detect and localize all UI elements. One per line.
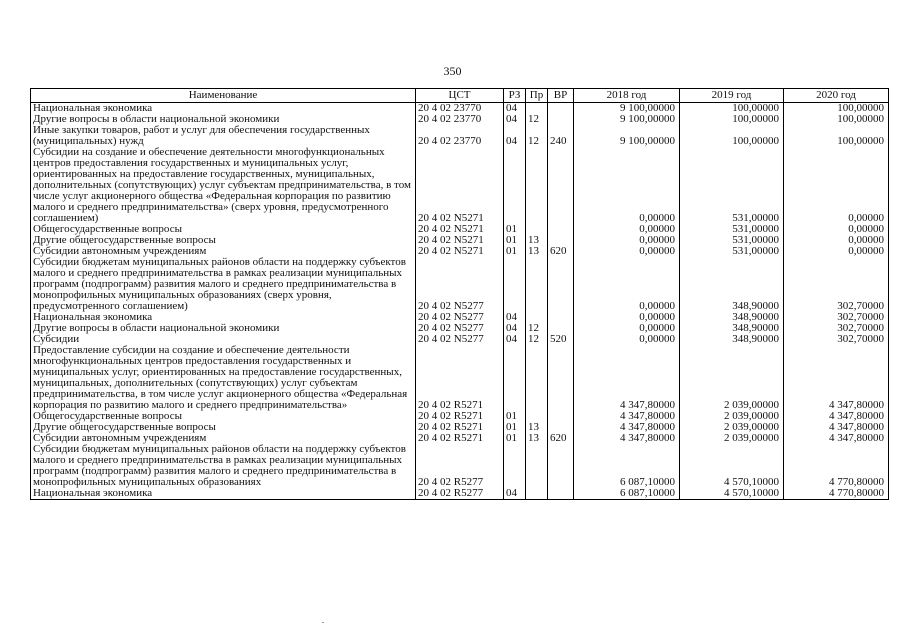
cell-2020: 100,00000	[784, 114, 889, 125]
cell-2018: 6 087,10000	[574, 444, 680, 488]
cell-2019: 2 039,00000	[680, 345, 784, 411]
cell-2020: 0,00000	[784, 147, 889, 224]
cell-cst: 20 4 02 R5271	[416, 345, 504, 411]
cell-2018: 9 100,00000	[574, 125, 680, 147]
cell-name: Общегосударственные вопросы	[31, 224, 416, 235]
cell-cst: 20 4 02 N5271	[416, 246, 504, 257]
budget-table	[30, 88, 889, 500]
header-name: Наименование	[31, 89, 416, 103]
cell-cst: 20 4 02 N5277	[416, 323, 504, 334]
cell-vr	[548, 411, 574, 422]
cell-cst: 20 4 02 N5277	[416, 312, 504, 323]
cell-2020: 0,00000	[784, 235, 889, 246]
cell-vr: 240	[548, 125, 574, 147]
cell-name: Национальная экономика	[31, 312, 416, 323]
cell-vr	[548, 345, 574, 411]
cell-cst: 20 4 02 R5271	[416, 411, 504, 422]
cell-name: Другие вопросы в области национальной экономики	[31, 323, 416, 334]
cell-cst: 20 4 02 23770	[416, 103, 504, 115]
cell-rz	[504, 345, 526, 411]
cell-name: Национальная экономика	[31, 103, 416, 115]
cell-2020: 100,00000	[784, 125, 889, 147]
cell-vr: 520	[548, 334, 574, 345]
cell-vr	[548, 114, 574, 125]
cell-pr	[526, 147, 548, 224]
cell-pr: 12	[526, 114, 548, 125]
cell-2019: 531,00000	[680, 147, 784, 224]
table-body	[31, 103, 889, 500]
cell-rz	[504, 444, 526, 488]
cell-2020: 302,70000	[784, 334, 889, 345]
cell-2018: 4 347,80000	[574, 345, 680, 411]
cell-2019: 100,00000	[680, 114, 784, 125]
cell-2020: 4 347,80000	[784, 411, 889, 422]
cell-name: Другие общегосударственные вопросы	[31, 235, 416, 246]
table-row	[31, 345, 889, 411]
cell-name: Иные закупки товаров, работ и услуг для обеспечения государственных (муниципальных) нужд	[31, 125, 416, 147]
cell-2018: 0,00000	[574, 323, 680, 334]
cell-cst: 20 4 02 R5271	[416, 422, 504, 433]
cell-2018: 0,00000	[574, 246, 680, 257]
cell-rz	[504, 257, 526, 312]
cell-name: Предоставление субсидии на создание и обеспечение деятельности многофункциональных центров предоставления государственных и муниципальных услуг, ориентированных на предоставление государственных, муниципальных, дополнительных (сопутствующих) услуг субъектам предпринимательства, в том числе услуг акционерного общества «Федеральная корпорация по развитию малого и среднего предпринимательства»	[31, 345, 416, 411]
cell-pr: 12	[526, 323, 548, 334]
cell-2020: 4 347,80000	[784, 422, 889, 433]
header-2019: 2019 год	[680, 89, 784, 103]
header-2018: 2018 год	[574, 89, 680, 103]
cell-2020: 302,70000	[784, 323, 889, 334]
cell-2020: 4 770,80000	[784, 444, 889, 488]
header-vr: ВР	[548, 89, 574, 103]
cell-rz: 01	[504, 235, 526, 246]
cell-vr	[548, 444, 574, 488]
table-row	[31, 488, 889, 500]
cell-2019: 100,00000	[680, 125, 784, 147]
cell-2019: 4 570,10000	[680, 488, 784, 500]
cell-pr	[526, 488, 548, 500]
cell-2018: 0,00000	[574, 334, 680, 345]
page-number: 350	[443, 64, 462, 78]
cell-cst: 20 4 02 N5271	[416, 235, 504, 246]
cell-2018: 4 347,80000	[574, 411, 680, 422]
cell-name: Субсидии автономным учреждениям	[31, 433, 416, 444]
cell-2019: 100,00000	[680, 103, 784, 115]
cell-cst: 20 4 02 N5271	[416, 224, 504, 235]
cell-pr: 12	[526, 125, 548, 147]
cell-rz	[504, 147, 526, 224]
cell-2019: 2 039,00000	[680, 433, 784, 444]
cell-2020: 4 347,80000	[784, 345, 889, 411]
cell-2019: 348,90000	[680, 257, 784, 312]
cell-pr: 13	[526, 246, 548, 257]
cell-2018: 4 347,80000	[574, 422, 680, 433]
cell-vr	[548, 312, 574, 323]
cell-2019: 348,90000	[680, 334, 784, 345]
cell-cst: 20 4 02 R5277	[416, 444, 504, 488]
cell-2018: 0,00000	[574, 257, 680, 312]
cell-cst: 20 4 02 23770	[416, 125, 504, 147]
cell-rz: 01	[504, 224, 526, 235]
cell-rz: 04	[504, 312, 526, 323]
cell-vr	[548, 488, 574, 500]
cell-2019: 531,00000	[680, 224, 784, 235]
cell-cst: 20 4 02 N5277	[416, 257, 504, 312]
cell-cst: 20 4 02 R5271	[416, 433, 504, 444]
cell-name: Общегосударственные вопросы	[31, 411, 416, 422]
cell-2018: 4 347,80000	[574, 433, 680, 444]
cell-pr	[526, 345, 548, 411]
cell-2018: 0,00000	[574, 312, 680, 323]
cell-2019: 348,90000	[680, 312, 784, 323]
cell-2020: 302,70000	[784, 312, 889, 323]
cell-name: Субсидии	[31, 334, 416, 345]
cell-2019: 2 039,00000	[680, 411, 784, 422]
cell-vr	[548, 103, 574, 115]
cell-2018: 0,00000	[574, 224, 680, 235]
cell-2020: 0,00000	[784, 246, 889, 257]
cell-2019: 531,00000	[680, 235, 784, 246]
cell-2018: 9 100,00000	[574, 114, 680, 125]
cell-rz: 01	[504, 433, 526, 444]
table-row	[31, 125, 889, 147]
cell-rz: 01	[504, 411, 526, 422]
header-pr: Пр	[526, 89, 548, 103]
cell-2018: 0,00000	[574, 147, 680, 224]
cell-rz: 04	[504, 125, 526, 147]
cell-pr: 13	[526, 422, 548, 433]
scan-mark	[322, 622, 324, 623]
header-cst: ЦСТ	[416, 89, 504, 103]
cell-2020: 302,70000	[784, 257, 889, 312]
cell-2019: 348,90000	[680, 323, 784, 334]
cell-pr: 13	[526, 433, 548, 444]
table-header-row	[31, 89, 889, 103]
cell-2020: 100,00000	[784, 103, 889, 115]
cell-name: Субсидии автономным учреждениям	[31, 246, 416, 257]
cell-rz: 04	[504, 103, 526, 115]
cell-vr	[548, 224, 574, 235]
cell-cst: 20 4 02 R5277	[416, 488, 504, 500]
cell-2020: 0,00000	[784, 224, 889, 235]
table-row	[31, 444, 889, 488]
cell-rz: 04	[504, 334, 526, 345]
cell-rz: 01	[504, 422, 526, 433]
cell-vr: 620	[548, 246, 574, 257]
cell-pr	[526, 257, 548, 312]
cell-2019: 531,00000	[680, 246, 784, 257]
cell-2018: 9 100,00000	[574, 103, 680, 115]
cell-vr: 620	[548, 433, 574, 444]
cell-vr	[548, 147, 574, 224]
cell-name: Субсидии на создание и обеспечение деятельности многофункциональных центров предоставления государственных и муниципальных услуг, ориентированных на предоставление государственных, муниципальных, дополнительных (сопутствующих) услуг субъектам предпринимательства, в том числе услуг акционерного общества «Федеральная корпорация по развитию малого и среднего предпринимательства» (сверх уровня, предусмотренного соглашением)	[31, 147, 416, 224]
cell-cst: 20 4 02 N5277	[416, 334, 504, 345]
cell-vr	[548, 257, 574, 312]
cell-2018: 0,00000	[574, 235, 680, 246]
cell-pr	[526, 444, 548, 488]
header-rz: РЗ	[504, 89, 526, 103]
cell-name: Другие общегосударственные вопросы	[31, 422, 416, 433]
cell-2019: 2 039,00000	[680, 422, 784, 433]
cell-name: Субсидии бюджетам муниципальных районов области на поддержку субъектов малого и среднего предпринимательства в рамках реализации муниципальных программ (подпрограмм) развития малого и среднего предпринимательства в монопрофильных муниципальных образованиях (сверх уровня, предусмотренного соглашением)	[31, 257, 416, 312]
cell-name: Субсидии бюджетам муниципальных районов области на поддержку субъектов малого и среднего предпринимательства в рамках реализации муниципальных программ (подпрограмм) развития малого и среднего предпринимательства в монопрофильных муниципальных образованиях	[31, 444, 416, 488]
cell-rz: 04	[504, 488, 526, 500]
cell-2019: 4 570,10000	[680, 444, 784, 488]
table-row	[31, 257, 889, 312]
cell-name: Другие вопросы в области национальной экономики	[31, 114, 416, 125]
cell-pr: 13	[526, 235, 548, 246]
cell-cst: 20 4 02 23770	[416, 114, 504, 125]
cell-2018: 6 087,10000	[574, 488, 680, 500]
cell-cst: 20 4 02 N5271	[416, 147, 504, 224]
cell-rz: 04	[504, 114, 526, 125]
cell-rz: 01	[504, 246, 526, 257]
cell-name: Национальная экономика	[31, 488, 416, 500]
cell-rz: 04	[504, 323, 526, 334]
header-2020: 2020 год	[784, 89, 889, 103]
cell-pr: 12	[526, 334, 548, 345]
cell-2020: 4 770,80000	[784, 488, 889, 500]
cell-2020: 4 347,80000	[784, 433, 889, 444]
table-row	[31, 147, 889, 224]
